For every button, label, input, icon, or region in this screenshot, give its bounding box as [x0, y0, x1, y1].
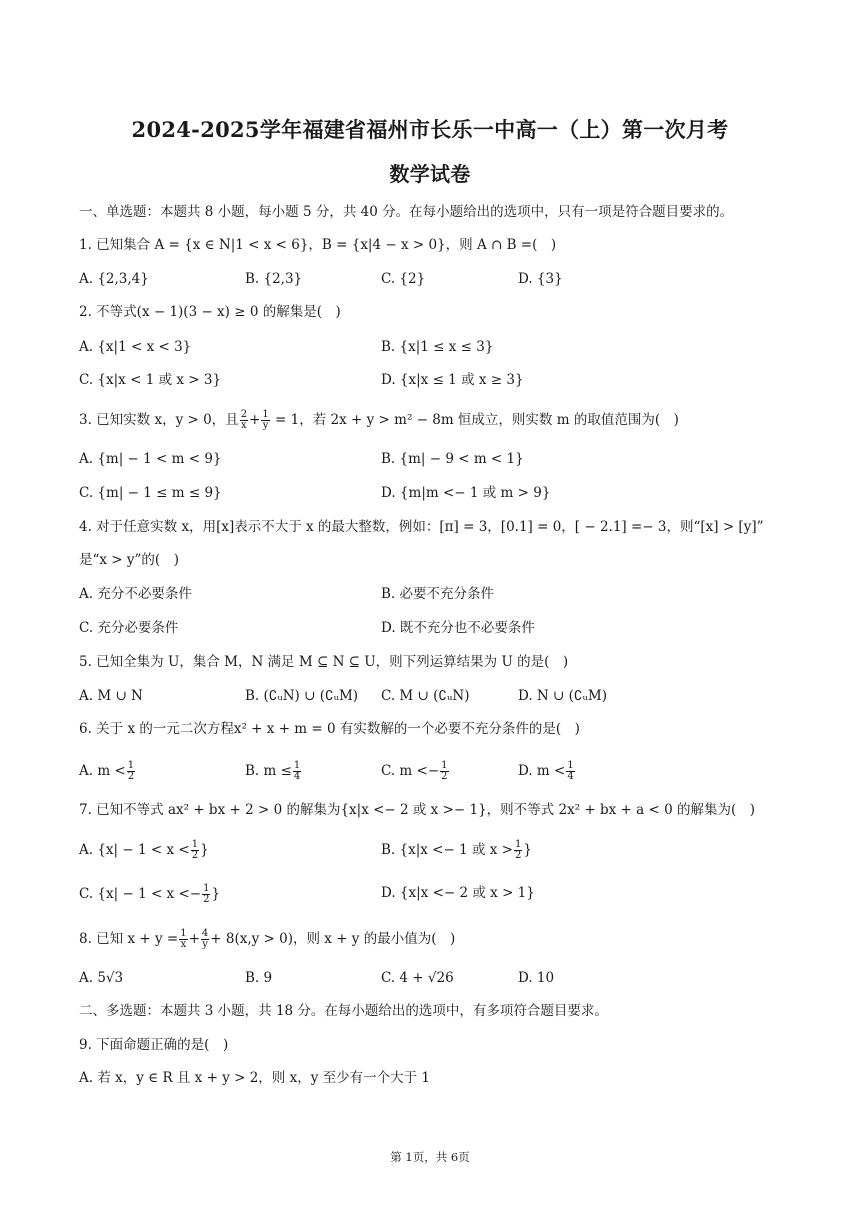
page-footer: 第 1页，共 6页	[390, 1150, 470, 1164]
question-2-option-b: B. {x|1 ≤ x ≤ 3}	[381, 339, 494, 355]
fraction	[566, 761, 574, 782]
option-text: D. m <	[518, 763, 566, 779]
fraction-numerator: 4	[201, 928, 209, 939]
question-3-option-c: C. {m| − 1 ≤ m ≤ 9}	[79, 485, 222, 501]
question-8-stem-start: 8. 已知 x + y =	[79, 931, 179, 947]
fraction-numerator: 1	[293, 760, 301, 771]
question-7-option-b	[381, 840, 532, 861]
fraction-denominator: 2	[127, 771, 135, 782]
question-8-stem: 8. 已知 x + y = $\frac{1}{x}$ + $\frac{4}{y}$ + 8(x,y > 0)，则 x + y 的最小值为( )	[79, 928, 456, 950]
fraction-numerator: 1	[441, 760, 448, 771]
fraction-numerator: 1	[127, 760, 135, 771]
question-1-option-d: D. {3}	[518, 271, 563, 287]
question-6-option-b	[245, 761, 302, 782]
option-text-end: }	[523, 842, 532, 858]
fraction	[127, 761, 135, 782]
fraction-denominator: 2	[514, 850, 522, 861]
fraction	[201, 929, 209, 950]
question-6-stem: 6. 关于 x 的一元二次方程x² + x + m = 0 有实数解的一个必要不充分条件的是( )	[79, 721, 580, 737]
fraction	[261, 410, 269, 431]
section-multiple-choice-heading: 二、多选题：本题共 3 小题，共 18 分。在每小题给出的选项中，有多项符合题目要求。	[79, 1003, 608, 1019]
question-4-stem-line-2: 是“x > y”的( )	[79, 552, 179, 568]
fraction-numerator: 1	[203, 883, 210, 894]
option-text-end: }	[211, 886, 221, 902]
fraction	[293, 761, 301, 782]
fraction	[514, 840, 522, 861]
question-6-option-d	[518, 761, 576, 782]
question-7-stem: 7. 已知不等式 ax² + bx + 2 > 0 的解集为{x|x <− 2 或 x >− 1}，则不等式 2x² + bx + a < 0 的解集为( )	[79, 802, 755, 818]
question-3-stem: 3. 已知实数 x，y > 0，且 $\frac{2}{x}$ + $\frac{1}{y}$ = 1，若 2x + y > m² − 8m 恒成立，则实数 m 的取值范围为( )	[79, 409, 679, 431]
question-5-option-b: B. (∁ᵤN) ∪ (∁ᵤM)	[245, 688, 359, 704]
question-4-option-d: D. 既不充分也不必要条件	[381, 620, 535, 636]
question-6-option-c	[381, 761, 450, 782]
question-2-option-d: D. {x|x ≤ 1 或 x ≥ 3}	[381, 372, 524, 388]
fraction	[202, 884, 210, 905]
question-4-option-c: C. 充分必要条件	[79, 620, 179, 636]
question-7-option-c	[79, 884, 220, 905]
fraction-denominator: 2	[441, 771, 448, 782]
question-9-stem: 9. 下面命题正确的是( )	[79, 1037, 229, 1053]
question-4-stem-line-1: 4. 对于任意实数 x，用[x]表示不大于 x 的最大整数，例如：[π] = 3，[0.1] = 0，[ − 2.1] =− 3，则“[x] > [y]”	[79, 519, 764, 535]
question-6-option-a	[79, 761, 136, 782]
question-8-option-d: D. 10	[518, 970, 555, 986]
option-text: B. {x|x <− 1 或 x >	[381, 842, 513, 858]
question-1-option-a: A. {2,3,4}	[79, 271, 149, 287]
question-4-option-b: B. 必要不充分条件	[381, 586, 495, 602]
fraction-denominator: 4	[567, 771, 574, 782]
question-5-option-d: D. N ∪ (∁ᵤM)	[518, 688, 607, 704]
option-text: B. m ≤	[245, 763, 292, 779]
question-5-option-a: A. M ∪ N	[79, 688, 143, 704]
fraction	[240, 410, 248, 431]
question-8-stem-end: + 8(x,y > 0)，则 x + y 的最小值为( )	[210, 931, 456, 947]
fraction-denominator: 2	[203, 894, 210, 905]
question-3-option-a: A. {m| − 1 < m < 9}	[79, 451, 222, 467]
question-2-option-a: A. {x|1 < x < 3}	[79, 339, 192, 355]
fraction-denominator: 2	[191, 850, 199, 861]
option-text: A. {x| − 1 < x <	[79, 842, 190, 858]
option-text-end: }	[200, 842, 209, 858]
section-single-choice-heading: 一、单选题：本题共 8 小题，每小题 5 分，共 40 分。在每小题给出的选项中，只有一项是符合题目要求的。	[79, 204, 734, 220]
fraction-denominator: 4	[293, 771, 301, 782]
question-9-option-a: A. 若 x，y ∈ R 且 x + y > 2，则 x，y 至少有一个大于 1	[79, 1070, 431, 1086]
exam-subtitle: 数学试卷	[389, 162, 471, 186]
fraction-denominator: x	[241, 420, 247, 431]
option-text: A. m <	[79, 763, 126, 779]
fraction	[191, 840, 199, 861]
question-1-option-b: B. {2,3}	[245, 271, 303, 287]
question-3-stem-start: 3. 已知实数 x，y > 0，且	[79, 412, 239, 428]
question-5-option-c: C. M ∪ (∁ᵤN)	[381, 688, 470, 704]
option-text: C. m <−	[381, 763, 440, 779]
fraction-numerator: 1	[262, 409, 269, 420]
question-4-option-a: A. 充分不必要条件	[79, 586, 192, 602]
fraction-numerator: 1	[191, 839, 199, 850]
question-3-stem-end: = 1，若 2x + y > m² − 8m 恒成立，则实数 m 的取值范围为( )	[270, 412, 679, 428]
question-2-option-c: C. {x|x < 1 或 x > 3}	[79, 372, 222, 388]
question-3-option-d: D. {m|m <− 1 或 m > 9}	[381, 485, 551, 501]
question-1-stem: 1. 已知集合 A = {x ∈ N|1 < x < 6}，B = {x|4 − x > 0}，则 A ∩ B =( )	[79, 237, 557, 253]
question-7-option-d: D. {x|x <− 2 或 x > 1}	[381, 885, 535, 901]
question-7-option-a	[79, 840, 209, 861]
option-text: C. {x| − 1 < x <−	[79, 886, 202, 902]
question-5-stem: 5. 已知全集为 U，集合 M，N 满足 M ⊆ N ⊆ U，则下列运算结果为 U 的是( )	[79, 654, 569, 670]
fraction-denominator: y	[202, 939, 208, 950]
exam-title: 2024-2025学年福建省福州市长乐一中高一（上）第一次月考	[131, 117, 729, 142]
fraction-denominator: y	[262, 420, 269, 431]
fraction	[179, 929, 187, 950]
fraction-denominator: x	[180, 939, 187, 950]
question-2-stem: 2. 不等式(x − 1)(3 − x) ≥ 0 的解集是( )	[79, 304, 341, 320]
question-8-option-a: A. 5√3	[79, 970, 124, 986]
fraction-numerator: 1	[180, 928, 187, 939]
fraction	[440, 761, 448, 782]
question-1-option-c: C. {2}	[381, 271, 426, 287]
question-3-option-b: B. {m| − 9 < m < 1}	[381, 451, 524, 467]
fraction-numerator: 1	[567, 760, 574, 771]
question-8-option-c: C. 4 + √26	[381, 970, 454, 986]
question-8-option-b: B. 9	[245, 970, 273, 986]
fraction-numerator: 1	[514, 839, 522, 850]
fraction-numerator: 2	[240, 409, 248, 420]
